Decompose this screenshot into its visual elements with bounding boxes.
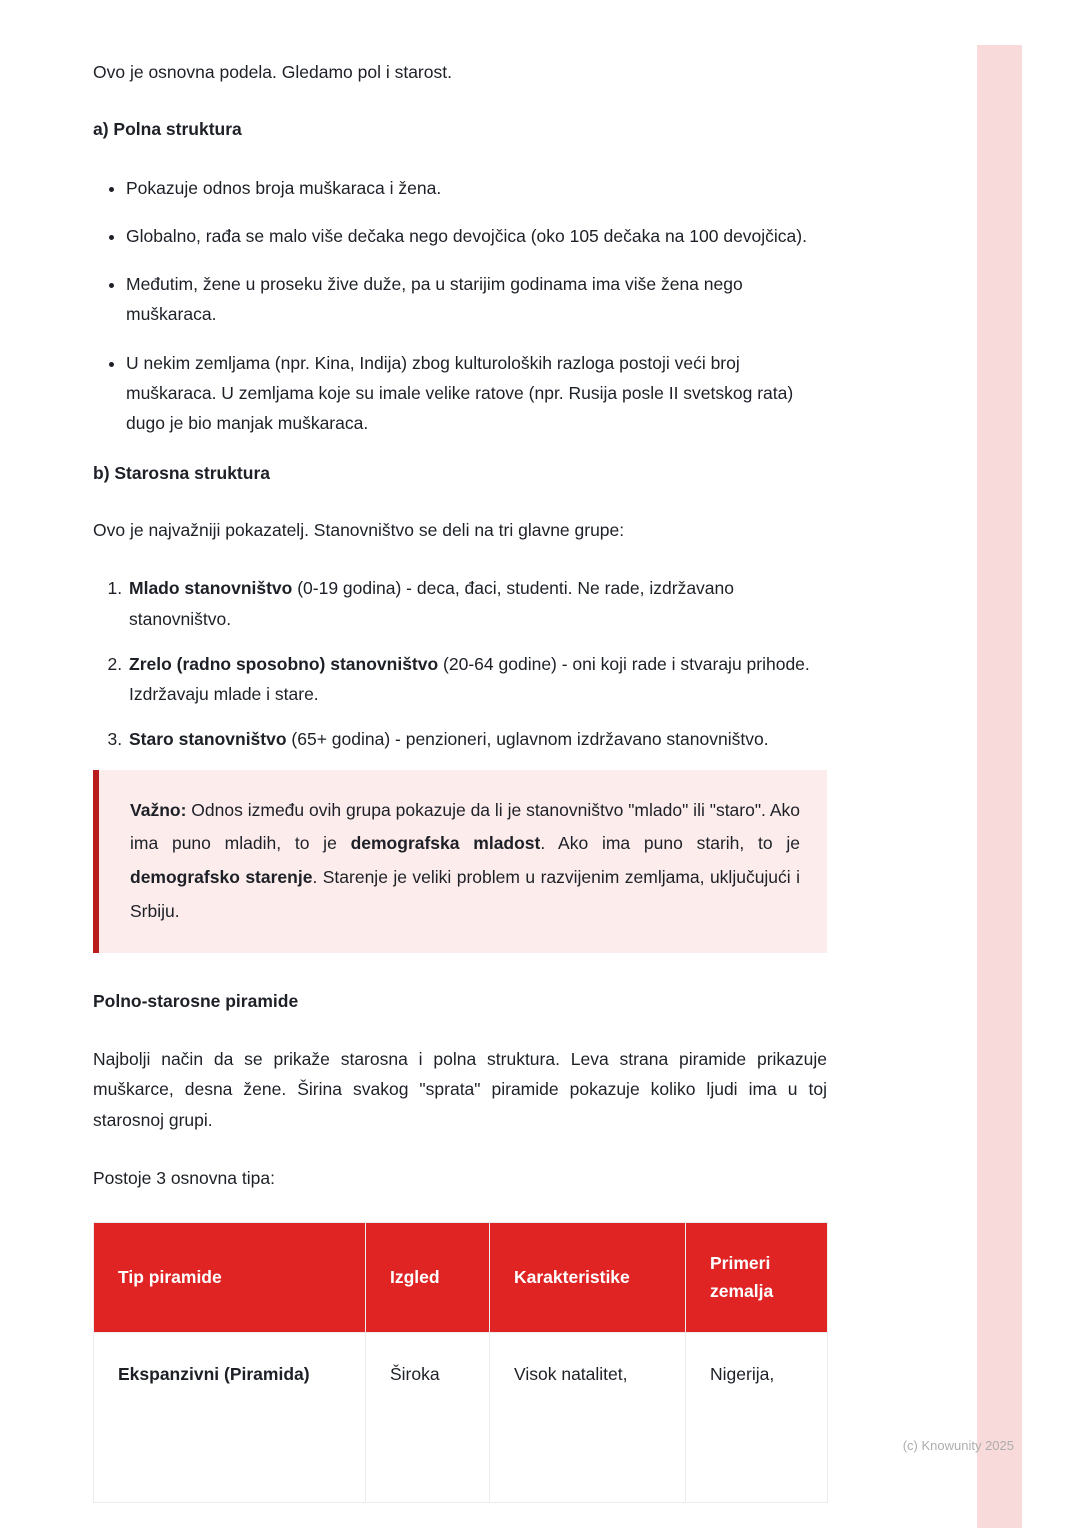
callout-segment: Odnos između ovih grupa pokazuje da li je stanovništvo "mlado" ili "staro". Ako ima puno mladih, to je	[130, 799, 800, 854]
pyramid-types-table	[93, 1222, 828, 1503]
intro-paragraph: Ovo je osnovna podela. Gledamo pol i starost.	[93, 62, 452, 82]
list-item: • Pokazuje odnos broja muškaraca i žena.	[126, 173, 827, 203]
age-groups-list	[93, 573, 827, 754]
callout-term: demografsko starenje	[130, 867, 313, 888]
callout-segment: . Starenje je veliki problem u razvijenim zemljama, uključujući i Srbiju.	[130, 867, 801, 921]
item-term: Zrelo (radno sposobno) stanovništvo	[129, 653, 439, 674]
table-cell: Ekspanzivni (Piramida)	[94, 1333, 366, 1503]
watermark: (c) Knowunity 2025	[902, 1438, 1014, 1453]
section-a-heading: a) Polna struktura	[93, 119, 242, 140]
pyramid-types-intro: Postoje 3 osnovna tipa:	[93, 1167, 275, 1188]
important-callout	[93, 770, 827, 953]
numbered-item	[127, 649, 827, 710]
table-header-cell: Karakteristike	[490, 1223, 686, 1333]
table-row	[94, 1333, 828, 1503]
document-content	[93, 58, 827, 1503]
list-item: • U nekim zemljama (npr. Kina, Indija) zbog kulturoloških razloga postoji veći broj muškaraca. U zemljama koje su imale velike ratove (npr. Rusija posle II svetskog rata) dugo je bio manjak muškaraca.	[126, 348, 827, 439]
table-cell: Visok natalitet,	[490, 1333, 686, 1503]
list-item: • Globalno, rađa se malo više dečaka nego devojčica (oko 105 dečaka na 100 devojčica).	[126, 221, 827, 251]
callout-text	[130, 794, 800, 929]
callout-segment: . Ako ima puno starih, to je	[540, 833, 800, 854]
section-b-heading: b) Starosna struktura	[93, 462, 270, 483]
table-header-cell: Izgled	[366, 1223, 490, 1333]
item-term: Mlado stanovništvo	[129, 578, 293, 599]
numbered-item	[127, 724, 827, 754]
gender-structure-list	[93, 173, 827, 439]
list-item: • Međutim, žene u proseku žive duže, pa u starijim godinama ima više žena nego muškaraca.	[126, 269, 827, 330]
numbered-item	[127, 573, 827, 634]
age-groups-intro: Ovo je najvažniji pokazatelj. Stanovništvo se deli na tri glavne grupe:	[93, 519, 625, 540]
right-accent-strip	[977, 45, 1022, 1528]
table-cell: Nigerija,	[686, 1333, 828, 1503]
callout-term: demografska mladost	[350, 833, 541, 854]
item-description: (65+ godina) - penzioneri, uglavnom izdržavano stanovništvo.	[286, 729, 769, 750]
callout-label: Važno:	[130, 799, 187, 820]
item-term: Staro stanovništvo	[129, 729, 287, 750]
item-description: (20-64 godine) - oni koji rade i stvaraju prihode. Izdržavaju mlade i stare.	[129, 653, 810, 705]
table-header-row	[94, 1223, 828, 1333]
table-header-cell: Tip piramide	[94, 1223, 366, 1333]
pyramids-paragraph: Najbolji način da se prikaže starosna i polna struktura. Leva strana piramide prikazuje muškarce, desna žene. Širina svakog "sprata" piramide pokazuje koliko ljudi ima u toj starosnoj grupi.	[93, 1048, 827, 1130]
table-header-cell: Primeri zemalja	[686, 1223, 828, 1333]
pyramids-heading: Polno-starosne piramide	[93, 990, 299, 1011]
item-description: (0-19 godina) - deca, đaci, studenti. Ne rade, izdržavano stanovništvo.	[129, 578, 734, 629]
table-cell: Široka	[366, 1333, 490, 1503]
